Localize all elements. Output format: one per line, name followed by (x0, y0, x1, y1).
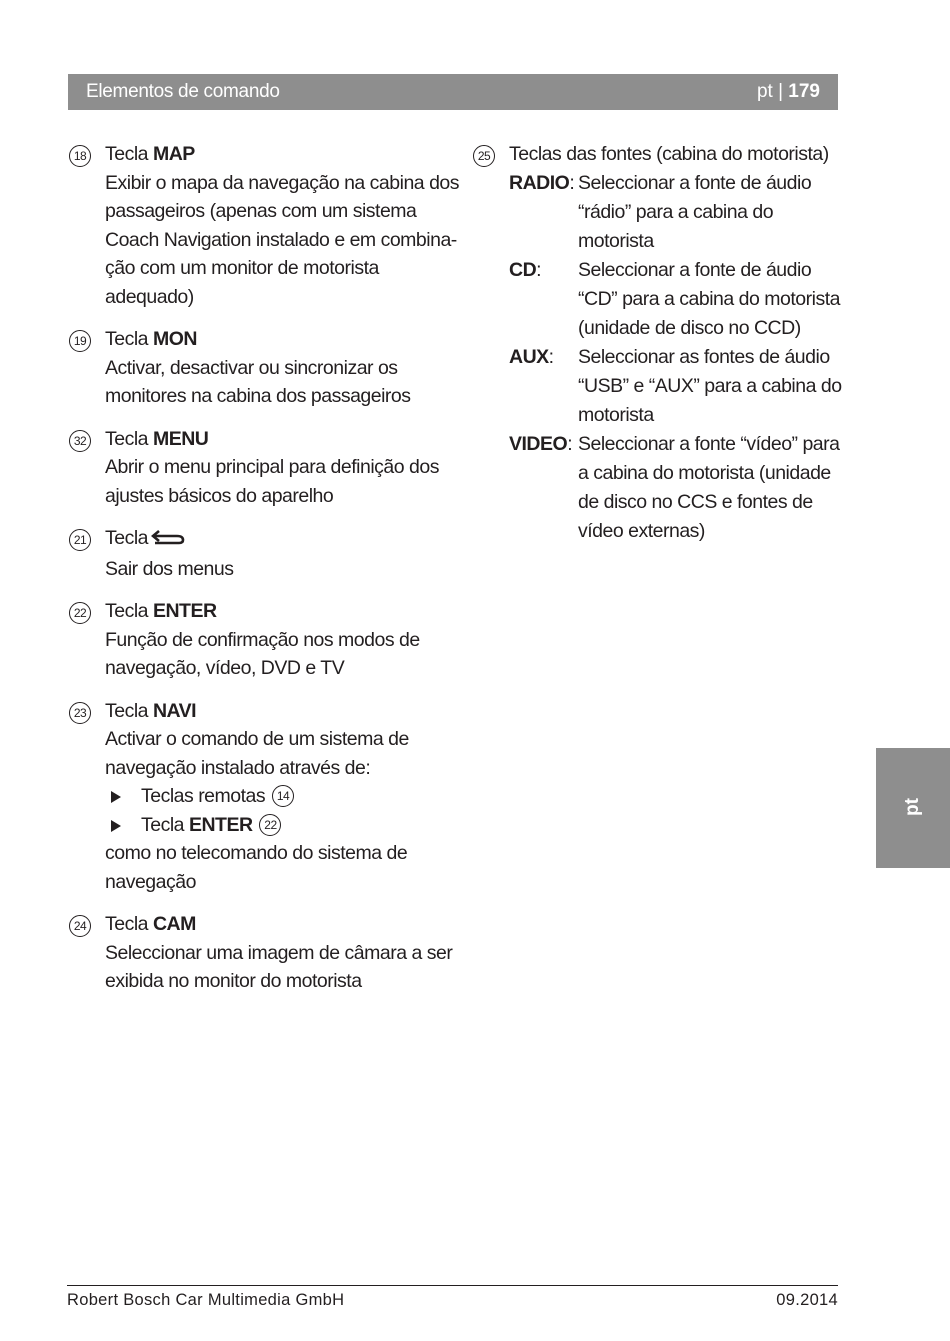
sources-title: Teclas das fontes (cabina do motorista) (509, 143, 829, 165)
callout-ref: 22 (259, 814, 281, 836)
right-column (470, 140, 850, 560)
source-entry-video: VIDEO: Seleccionar a fonte “vídeo” para a cabina do motorista (unidade de disco no CCS e fontes de vídeo externas) (509, 432, 840, 542)
key-name: MON (152, 328, 197, 350)
callout-number: 21 (69, 529, 91, 551)
bullet-item: Teclas remotas 14 (105, 782, 456, 811)
return-arrow-icon (151, 526, 187, 555)
callout-number: 23 (69, 702, 91, 724)
key-name: MAP (152, 143, 195, 165)
key-name: NAVI (152, 699, 197, 722)
footer-date: 09.2014 (776, 1291, 838, 1309)
item-enter-key: 22 Tecla ENTER Função de confirmação nos modos de navegação, vídeo, DVD e TV (66, 597, 456, 683)
item-mon-key: 19 Tecla MON Activar, desactivar ou sincronizar os monitores na cabina dos passageiros (66, 325, 456, 411)
side-tab-label: pt (902, 798, 923, 816)
item-cam-key: 24 Tecla CAM Seleccionar uma imagem de câmara a ser exibida no monitor do motorista (66, 910, 456, 996)
item-navi-key: 23 Tecla NAVI Activar o comando de um sistema de navegação instalado através de: Teclas remotas 14 Tecla ENTER 22 como no telecomando do sistema de navegação (66, 697, 456, 897)
bullet-triangle-icon (111, 820, 121, 832)
key-name: MENU (152, 427, 209, 450)
left-column (66, 140, 460, 1010)
item-source-keys (470, 140, 850, 546)
language-side-tab (876, 748, 950, 868)
callout-ref: 14 (272, 785, 294, 807)
item-back-key: 21 Tecla Sair dos menus (66, 524, 456, 583)
footer-divider (67, 1285, 838, 1286)
source-entry-cd: CD: Seleccionar a fonte de áudio “CD” para a cabina do motorista (unidade de disco no CCD) (509, 258, 840, 339)
item-menu-key: 32 Tecla MENU Abrir o menu principal para definição dos ajustes básicos do aparelho (66, 425, 456, 511)
bullet-triangle-icon (111, 791, 121, 803)
section-title: Elementos de comando (86, 81, 280, 102)
callout-number: 18 (69, 145, 91, 167)
item-map-key: 18 Tecla MAP Exibir o mapa da navegação na cabina dos passageiros (apenas com um sistema Coach Navigation instalado e em combina- ção com um monitor de motorista adequado) (66, 140, 456, 311)
callout-number: 22 (69, 602, 91, 624)
source-entry-aux: AUX: Seleccionar as fontes de áudio “USB” e “AUX” para a cabina do motorista (509, 345, 842, 426)
page-header (68, 74, 838, 110)
callout-number: 19 (69, 330, 91, 352)
bullet-item: Tecla ENTER 22 (105, 811, 456, 840)
callout-number: 25 (473, 145, 495, 167)
key-name: ENTER (152, 600, 217, 622)
key-name: CAM (152, 913, 196, 935)
page-number: pt | 179 (756, 81, 820, 102)
source-entry-radio: RADIO: Seleccionar a fonte de áudio “rádio” para a cabina do motorista (509, 171, 812, 252)
callout-number: 24 (69, 915, 91, 937)
footer-company: Robert Bosch Car Multimedia GmbH (67, 1291, 345, 1309)
callout-number: 32 (69, 430, 91, 452)
